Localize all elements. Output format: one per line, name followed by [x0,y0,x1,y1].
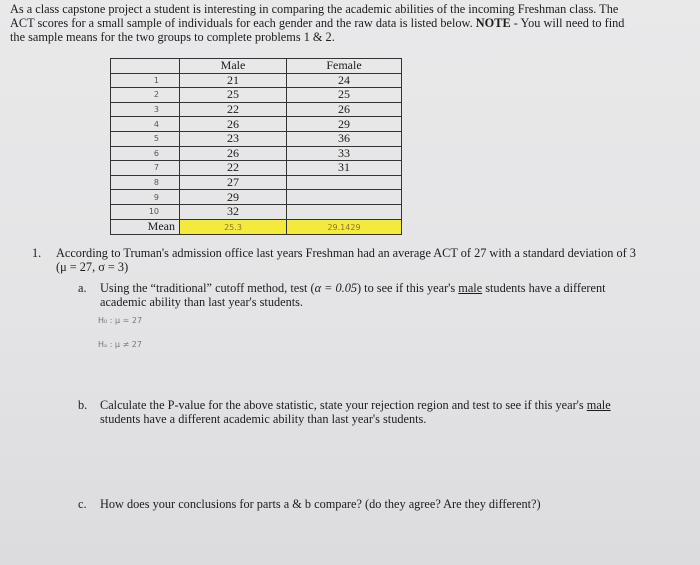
intro-line-2: ACT scores for a small sample of individuals for each gender and the raw data is listed below. NOTE - You will need to find [10,16,625,30]
table-row: 7 22 31 [111,161,402,176]
table-row: 3 22 26 [111,102,402,117]
table-row: 9 29 [111,190,402,205]
female-header: Female [287,59,402,74]
question-1-number: 1. [32,246,42,260]
table-header-row [111,59,402,74]
table-row: 2 25 25 [111,88,402,103]
question-1c: c. How does your conclusions for parts a & b compare? (do they agree? Are they different?) [78,497,541,511]
question-1b-label: b. [78,398,88,412]
mean-row [111,219,402,234]
table-row: 10 32 [111,204,402,219]
table-row: 8 27 [111,175,402,190]
female-mean-cell: 29.1429 [287,219,402,234]
question-1-text: According to Truman's admission office last years Freshman had an average ACT of 27 with a standard deviation of 3 (μ = 27, σ = 3) [56,246,636,274]
question-1a-label: a. [78,281,87,295]
question-1b: b. Calculate the P-value for the above statistic, state your rejection region and test to see if this year's male students have a different academic ability than last year's students. [78,398,611,426]
intro-line-1: As a class capstone project a student is interesting in comparing the academic abilities of the incoming Freshman class. The [10,2,619,16]
table-row: 5 23 36 [111,131,402,146]
act-scores-table [110,58,402,235]
handwritten-alt-hypothesis: Hₐ : μ ≠ 27 [98,340,142,349]
handwritten-null-hypothesis: H₀ : μ = 27 [98,316,143,325]
intro-paragraph [10,2,682,44]
male-header: Male [180,59,287,74]
table-row: 1 21 24 [111,73,402,88]
mean-label: Mean [111,219,180,234]
male-mean-cell: 25.3 [180,219,287,234]
table-row: 4 26 29 [111,117,402,132]
question-1a: a. Using the “traditional” cutoff method, test (α = 0.05) to see if this year's male students have a different academic ability than last year's students. [78,281,606,309]
intro-line-3: the sample means for the two groups to complete problems 1 & 2. [10,30,335,44]
table-row: 6 26 33 [111,146,402,161]
question-1c-label: c. [78,497,87,511]
question-1 [32,246,672,274]
note-label: NOTE [475,16,511,30]
